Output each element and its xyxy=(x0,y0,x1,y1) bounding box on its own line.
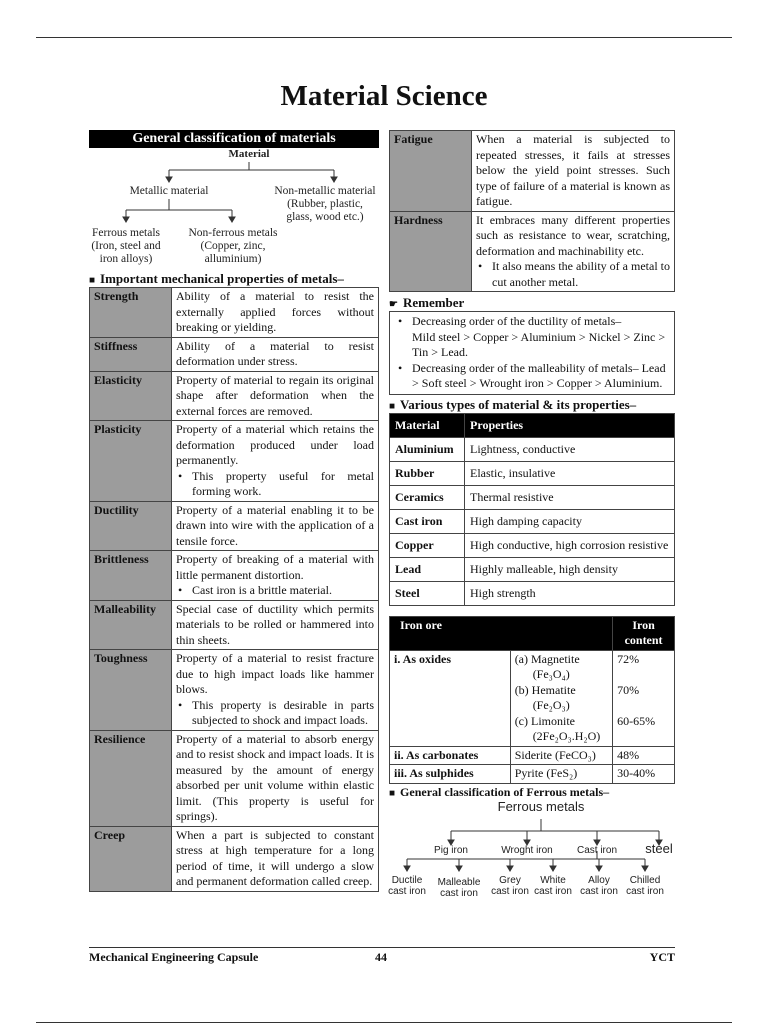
pyrite-cell: Pyrite (FeS₂) xyxy=(510,765,612,784)
mech-heading: ■ Important mechanical properties of metals– xyxy=(89,271,344,286)
materials-row xyxy=(390,581,675,605)
property-desc-cell xyxy=(172,288,379,338)
materials-row xyxy=(390,557,675,581)
siderite-cell: Siderite (FeCO₃) xyxy=(510,746,612,765)
materials-row xyxy=(390,461,675,485)
ferrous-heading: ■ General classification of Ferrous metals– xyxy=(389,784,610,799)
property-row xyxy=(390,131,675,212)
property-row xyxy=(90,600,379,650)
property-desc-cell: It embraces many different properties such as resistance to wear, scratching, deformation and machinability etc. • It also means the ability of a metal to cut another metal. xyxy=(472,211,675,292)
materials-row xyxy=(390,509,675,533)
right-props-table xyxy=(389,130,675,292)
property-desc: Property of a material to absorb energy and to resist shock and impact loads. It is measured by the amount of energy absorbed per unit volume within elastic limit. (This property is useful for springs). xyxy=(176,731,374,823)
property-bullet: Cast iron is a brittle material. xyxy=(192,583,332,597)
property-row xyxy=(90,551,379,601)
materials-heading: ■ Various types of material & its properties– xyxy=(389,396,637,412)
property-row xyxy=(90,730,379,826)
property-desc: When a material is subjected to repeated stresses, it fails at stresses below the yield point stresses. Such type of failure of a material is known as fatigue. xyxy=(476,132,670,208)
material-name: Copper xyxy=(390,533,465,557)
materials-header-cell: Properties xyxy=(465,413,675,437)
carbonates-label: ii. As carbonates xyxy=(390,746,511,765)
materials-header-cell: Material xyxy=(390,413,465,437)
tree-metallic: Metallic material xyxy=(129,185,209,197)
property-desc-cell: Property of a material to resist fracture due to high impact loads like hammer blows. • This property is desirable in parts subjected to shock and impact loads. xyxy=(172,650,379,731)
property-desc-cell: Property of a material which retains the deformation produced under load permanently. • This property useful for metal forming work. xyxy=(172,421,379,502)
material-properties: Lightness, conductive xyxy=(465,437,675,461)
tree-nonmetallic: Non-metallic material (Rubber, plastic, glass, wood etc.) xyxy=(274,185,376,223)
material-properties: Highly malleable, high density xyxy=(465,557,675,581)
oxides-label: i. As oxides xyxy=(390,650,511,746)
material-name: Steel xyxy=(390,581,465,605)
material-name: Ceramics xyxy=(390,485,465,509)
property-name: Strength xyxy=(90,288,172,338)
pyrite-content: 30-40% xyxy=(613,765,675,784)
property-desc-cell xyxy=(172,337,379,371)
materials-row xyxy=(390,485,675,509)
ferrous-root: Ferrous metals xyxy=(497,798,585,814)
material-name: Aluminium xyxy=(390,437,465,461)
property-row xyxy=(90,421,379,502)
property-row xyxy=(90,650,379,731)
ferrous-pig: Pig iron xyxy=(434,844,468,856)
property-desc: It embraces many different properties such as resistance to wear, scratching, deformation and machinability etc. xyxy=(476,212,670,258)
property-desc-cell xyxy=(172,826,379,891)
property-name: Creep xyxy=(90,826,172,891)
remember-heading: ☛ Remember xyxy=(389,295,465,310)
property-name: Toughness xyxy=(90,650,172,731)
iron-content-header: Iron content xyxy=(613,616,675,650)
iron-ore-header: Iron ore xyxy=(390,616,613,650)
footer-page-number: 44 xyxy=(375,950,387,964)
oxides-ores: (a) Magnetite (Fe₃O₄) (b) Hematite (Fe₂O₃) (c) Limonite (2Fe₂O₃.H₂O) xyxy=(510,650,612,746)
property-desc-cell: Property of breaking of a material with little permanent distortion. • Cast iron is a brittle material. xyxy=(172,551,379,601)
property-row xyxy=(90,288,379,338)
property-row xyxy=(90,501,379,551)
property-desc: Property of breaking of a material with little permanent distortion. xyxy=(176,552,374,582)
ferrous-alloy: Alloy cast iron xyxy=(580,874,618,897)
remember-box: • Decreasing order of the ductility of metals– Mild steel > Copper > Aluminium > Nickel > Zinc > Tin > Lead. • Decreasing order of the malleability of metals– Lead > Soft steel > Wrought iron > Copper > Aluminium. xyxy=(389,311,675,395)
ferrous-ductile: Ductile cast iron xyxy=(388,874,426,897)
property-desc-cell xyxy=(472,131,675,212)
left-column xyxy=(89,130,379,892)
property-desc: When a part is subjected to constant stress at high temperature for a long period of time, it will undergo a slow and permanent deformation called creep. xyxy=(176,827,374,888)
oxides-content: 72% 70% 60-65% xyxy=(613,650,675,746)
property-bullet: This property useful for metal forming work. xyxy=(192,468,374,498)
tree-ferrous: Ferrous metals (Iron, steel and iron alloys) xyxy=(91,227,161,265)
sulphides-label: iii. As sulphides xyxy=(390,765,511,784)
property-row xyxy=(90,337,379,371)
ferrous-chilled: Chilled cast iron xyxy=(626,874,664,897)
materials-header-row xyxy=(390,413,675,437)
property-name: Brittleness xyxy=(90,551,172,601)
footer-book-title: Mechanical Engineering Capsule xyxy=(89,950,259,964)
property-desc-cell xyxy=(172,501,379,551)
top-rule xyxy=(36,37,732,38)
property-desc: Property of a material to resist fracture due to high impact loads like hammer blows. xyxy=(176,651,374,696)
ferrous-wrought: Wroght iron xyxy=(501,844,553,856)
ferrous-tree xyxy=(388,798,675,926)
ferrous-cast: Cast iron xyxy=(576,844,617,856)
property-name: Malleability xyxy=(90,600,172,650)
material-properties: Elastic, insulative xyxy=(465,461,675,485)
material-name: Lead xyxy=(390,557,465,581)
right-column xyxy=(389,130,675,926)
bottom-rule xyxy=(36,1022,732,1023)
ferrous-white: White cast iron xyxy=(534,874,572,897)
property-desc: Property of material to regain its original shape after deformation when the external forces are removed. xyxy=(176,372,374,418)
tree-nonferrous: Non-ferrous metals (Copper, zinc, alluminium) xyxy=(188,227,278,265)
ferrous-steel: steel xyxy=(645,840,673,856)
classification-tree xyxy=(89,148,379,272)
material-properties: High damping capacity xyxy=(465,509,675,533)
page-footer xyxy=(89,947,675,966)
property-row xyxy=(90,371,379,421)
materials-row xyxy=(390,533,675,557)
property-name: Resilience xyxy=(90,730,172,826)
ferrous-malleable: Malleable cast iron xyxy=(437,876,481,899)
property-desc-cell xyxy=(172,600,379,650)
property-name: Ductility xyxy=(90,501,172,551)
page-title: Material Science xyxy=(280,80,488,112)
property-name: Fatigue xyxy=(390,131,472,212)
property-desc: Ability of a material to resist the externally applied forces without breaking or yielding. xyxy=(176,289,374,334)
property-row xyxy=(390,211,675,292)
property-row xyxy=(90,826,379,891)
property-name: Plasticity xyxy=(90,421,172,502)
material-properties: High conductive, high corrosion resistive xyxy=(465,533,675,557)
property-desc-cell xyxy=(172,371,379,421)
property-desc: Special case of ductility which permits materials to be rolled or hammered into thin sheets. xyxy=(176,601,374,647)
property-desc-cell xyxy=(172,730,379,826)
property-bullet: This property is desirable in parts subjected to shock and impact loads. xyxy=(192,697,374,727)
property-bullet: It also means the ability of a metal to cut another metal. xyxy=(492,259,670,289)
ferrous-grey: Grey cast iron xyxy=(491,874,529,897)
property-name: Hardness xyxy=(390,211,472,292)
property-desc: Ability of a material to resist deformation under stress. xyxy=(176,338,374,368)
material-name: Cast iron xyxy=(390,509,465,533)
property-name: Elasticity xyxy=(90,371,172,421)
material-properties: Thermal resistive xyxy=(465,485,675,509)
materials-row xyxy=(390,437,675,461)
materials-table xyxy=(389,413,675,606)
tree-root: Material xyxy=(228,148,270,160)
pointing-hand-icon: ☛ xyxy=(389,299,398,310)
classification-header: General classification of materials xyxy=(89,130,379,148)
mech-props-table xyxy=(89,287,379,892)
ferrous-tree-lines xyxy=(389,798,675,926)
material-properties: High strength xyxy=(465,581,675,605)
property-name: Stiffness xyxy=(90,337,172,371)
property-desc: Property of a material enabling it to be drawn into wire with the application of a tensile force. xyxy=(176,502,374,548)
footer-publisher: YCT xyxy=(649,950,675,964)
material-name: Rubber xyxy=(390,461,465,485)
property-desc: Property of a material which retains the deformation produced under load permanently. xyxy=(176,422,374,467)
iron-ore-table xyxy=(389,616,675,784)
siderite-content: 48% xyxy=(613,746,675,765)
